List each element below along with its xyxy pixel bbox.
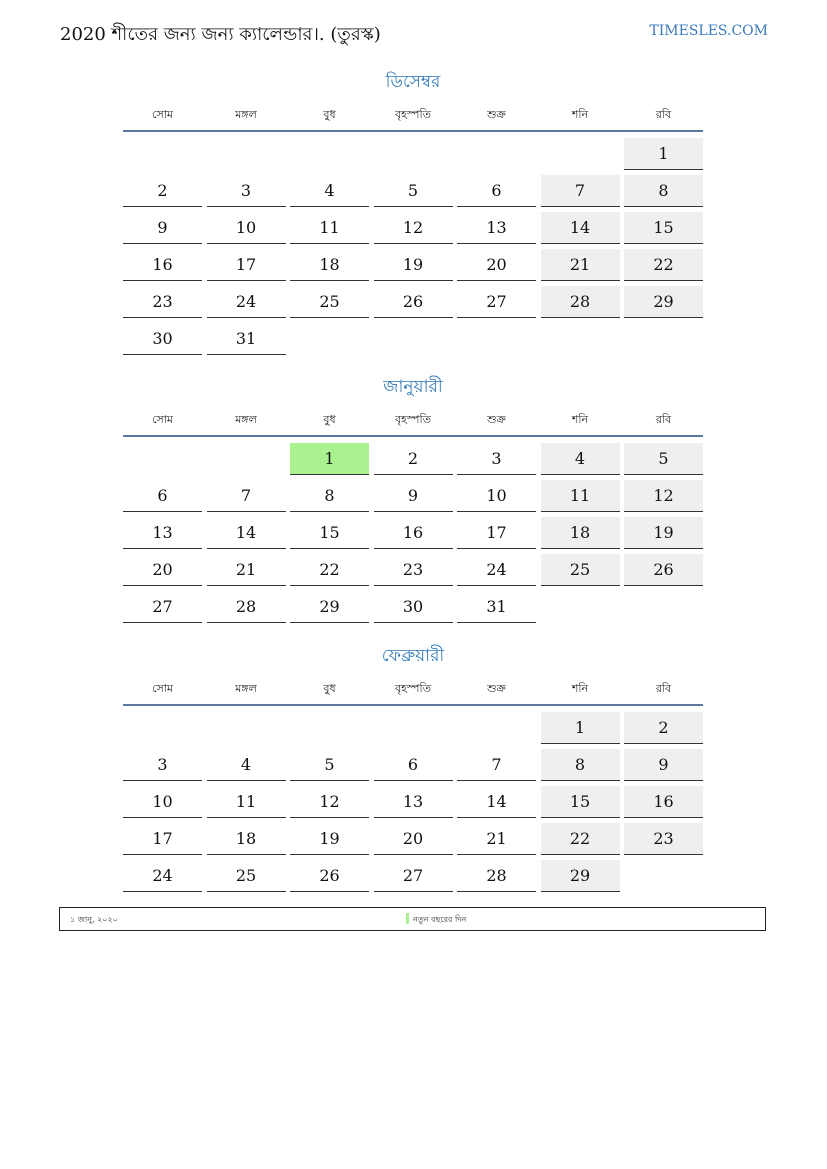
day-cell: 29 xyxy=(290,591,369,623)
day-cell: 4 xyxy=(207,749,286,781)
day-cell: 2 xyxy=(123,175,202,207)
empty-day-cell xyxy=(457,323,536,354)
day-cell: 1 xyxy=(541,712,620,744)
day-cell: 26 xyxy=(374,286,453,318)
weekday-label: বুধ xyxy=(323,108,336,121)
day-cell: 25 xyxy=(541,554,620,586)
day-cell: 20 xyxy=(457,249,536,281)
day-cell: 15 xyxy=(624,212,703,244)
weekday-label: শুক্র xyxy=(487,682,506,695)
day-cell: 7 xyxy=(207,480,286,512)
empty-day-cell xyxy=(123,712,202,743)
empty-day-cell xyxy=(123,138,202,169)
day-cell: 29 xyxy=(624,286,703,318)
day-cell: 12 xyxy=(290,786,369,818)
empty-day-cell xyxy=(624,591,703,622)
day-cell: 22 xyxy=(624,249,703,281)
empty-day-cell xyxy=(541,591,620,622)
day-cell: 13 xyxy=(123,517,202,549)
day-cell: 8 xyxy=(541,749,620,781)
day-cell: 10 xyxy=(207,212,286,244)
day-cell: 13 xyxy=(457,212,536,244)
empty-day-cell xyxy=(624,323,703,354)
legend-box xyxy=(59,907,766,931)
day-cell: 7 xyxy=(541,175,620,207)
empty-day-cell xyxy=(374,138,453,169)
day-cell: 19 xyxy=(624,517,703,549)
day-cell: 29 xyxy=(541,860,620,892)
empty-day-cell xyxy=(207,712,286,743)
day-cell: 1 xyxy=(290,443,369,475)
empty-day-cell xyxy=(624,860,703,891)
day-cell: 21 xyxy=(541,249,620,281)
day-cell: 15 xyxy=(290,517,369,549)
day-cell: 27 xyxy=(123,591,202,623)
day-cell: 24 xyxy=(123,860,202,892)
weekday-label: সোম xyxy=(151,108,174,121)
empty-day-cell xyxy=(290,138,369,169)
day-cell: 14 xyxy=(457,786,536,818)
weekday-label: শনি xyxy=(571,682,589,695)
day-cell: 22 xyxy=(541,823,620,855)
weekday-label: রবি xyxy=(655,108,672,121)
day-cell: 8 xyxy=(624,175,703,207)
weekday-label: শনি xyxy=(571,108,589,121)
empty-day-cell xyxy=(374,712,453,743)
weekday-label: সোম xyxy=(151,413,174,426)
month-calendar xyxy=(123,70,703,360)
day-cell: 7 xyxy=(457,749,536,781)
day-cell: 30 xyxy=(374,591,453,623)
day-cell: 3 xyxy=(457,443,536,475)
day-cell: 27 xyxy=(457,286,536,318)
empty-day-cell xyxy=(374,323,453,354)
day-grid xyxy=(123,712,703,897)
day-cell: 23 xyxy=(123,286,202,318)
day-cell: 28 xyxy=(457,860,536,892)
legend-date: ১ জানু, ২০২০ xyxy=(70,915,118,924)
day-cell: 23 xyxy=(374,554,453,586)
day-cell: 21 xyxy=(207,554,286,586)
day-cell: 19 xyxy=(374,249,453,281)
day-cell: 11 xyxy=(290,212,369,244)
day-cell: 24 xyxy=(457,554,536,586)
day-cell: 25 xyxy=(290,286,369,318)
day-cell: 28 xyxy=(541,286,620,318)
weekday-label: মঙ্গল xyxy=(235,108,257,121)
day-cell: 17 xyxy=(123,823,202,855)
day-cell: 28 xyxy=(207,591,286,623)
weekday-label: বৃহস্পতি xyxy=(395,413,431,426)
day-cell: 24 xyxy=(207,286,286,318)
brand-link[interactable]: TIMESLES.COM xyxy=(649,23,768,39)
day-cell: 9 xyxy=(374,480,453,512)
day-cell: 11 xyxy=(207,786,286,818)
day-cell: 4 xyxy=(541,443,620,475)
weekday-label: শুক্র xyxy=(487,413,506,426)
day-cell: 25 xyxy=(207,860,286,892)
day-cell: 6 xyxy=(374,749,453,781)
day-cell: 15 xyxy=(541,786,620,818)
month-calendar xyxy=(123,375,703,628)
empty-day-cell xyxy=(457,138,536,169)
day-cell: 17 xyxy=(457,517,536,549)
weekday-label: বৃহস্পতি xyxy=(395,682,431,695)
weekday-label: রবি xyxy=(655,413,672,426)
day-cell: 3 xyxy=(207,175,286,207)
weekday-label: বুধ xyxy=(323,682,336,695)
day-cell: 23 xyxy=(624,823,703,855)
day-cell: 20 xyxy=(123,554,202,586)
weekday-label: সোম xyxy=(151,682,174,695)
day-cell: 17 xyxy=(207,249,286,281)
day-cell: 9 xyxy=(123,212,202,244)
weekday-header xyxy=(123,413,703,437)
month-title: ডিসেম্বর xyxy=(385,72,441,92)
day-cell: 18 xyxy=(207,823,286,855)
day-cell: 12 xyxy=(374,212,453,244)
empty-day-cell xyxy=(541,323,620,354)
day-cell: 9 xyxy=(624,749,703,781)
day-cell: 11 xyxy=(541,480,620,512)
day-cell: 18 xyxy=(541,517,620,549)
weekday-label: শুক্র xyxy=(487,108,506,121)
day-cell: 13 xyxy=(374,786,453,818)
weekday-label: বুধ xyxy=(323,413,336,426)
day-cell: 26 xyxy=(624,554,703,586)
day-cell: 3 xyxy=(123,749,202,781)
empty-day-cell xyxy=(207,138,286,169)
weekday-label: মঙ্গল xyxy=(235,682,257,695)
weekday-header xyxy=(123,682,703,706)
day-grid xyxy=(123,138,703,360)
day-cell: 31 xyxy=(457,591,536,623)
day-cell: 4 xyxy=(290,175,369,207)
day-cell: 30 xyxy=(123,323,202,355)
day-cell: 5 xyxy=(624,443,703,475)
day-cell: 6 xyxy=(457,175,536,207)
day-cell: 2 xyxy=(624,712,703,744)
day-cell: 20 xyxy=(374,823,453,855)
day-cell: 6 xyxy=(123,480,202,512)
weekday-label: মঙ্গল xyxy=(235,413,257,426)
day-cell: 5 xyxy=(374,175,453,207)
day-cell: 31 xyxy=(207,323,286,355)
day-cell: 16 xyxy=(123,249,202,281)
legend-holiday-label: নতুন বছরের দিন xyxy=(413,915,467,924)
day-cell: 10 xyxy=(123,786,202,818)
day-cell: 1 xyxy=(624,138,703,170)
day-cell: 14 xyxy=(207,517,286,549)
day-cell: 21 xyxy=(457,823,536,855)
page-title: 2020 শীতের জন্য জন্য ক্যালেন্ডার।. (তুরস্ক) xyxy=(60,24,381,45)
empty-day-cell xyxy=(123,443,202,474)
month-title: জানুয়ারী xyxy=(383,377,443,397)
day-cell: 10 xyxy=(457,480,536,512)
empty-day-cell xyxy=(290,712,369,743)
day-cell: 18 xyxy=(290,249,369,281)
weekday-header xyxy=(123,108,703,132)
weekday-label: বৃহস্পতি xyxy=(395,108,431,121)
empty-day-cell xyxy=(207,443,286,474)
day-grid xyxy=(123,443,703,628)
day-cell: 2 xyxy=(374,443,453,475)
holiday-color-swatch xyxy=(406,913,409,924)
day-cell: 5 xyxy=(290,749,369,781)
day-cell: 22 xyxy=(290,554,369,586)
day-cell: 16 xyxy=(374,517,453,549)
empty-day-cell xyxy=(541,138,620,169)
day-cell: 19 xyxy=(290,823,369,855)
weekday-label: রবি xyxy=(655,682,672,695)
empty-day-cell xyxy=(290,323,369,354)
empty-day-cell xyxy=(457,712,536,743)
month-title: ফেব্রুয়ারী xyxy=(381,646,445,666)
day-cell: 27 xyxy=(374,860,453,892)
day-cell: 26 xyxy=(290,860,369,892)
day-cell: 8 xyxy=(290,480,369,512)
weekday-label: শনি xyxy=(571,413,589,426)
month-calendar xyxy=(123,644,703,897)
day-cell: 14 xyxy=(541,212,620,244)
day-cell: 12 xyxy=(624,480,703,512)
day-cell: 16 xyxy=(624,786,703,818)
